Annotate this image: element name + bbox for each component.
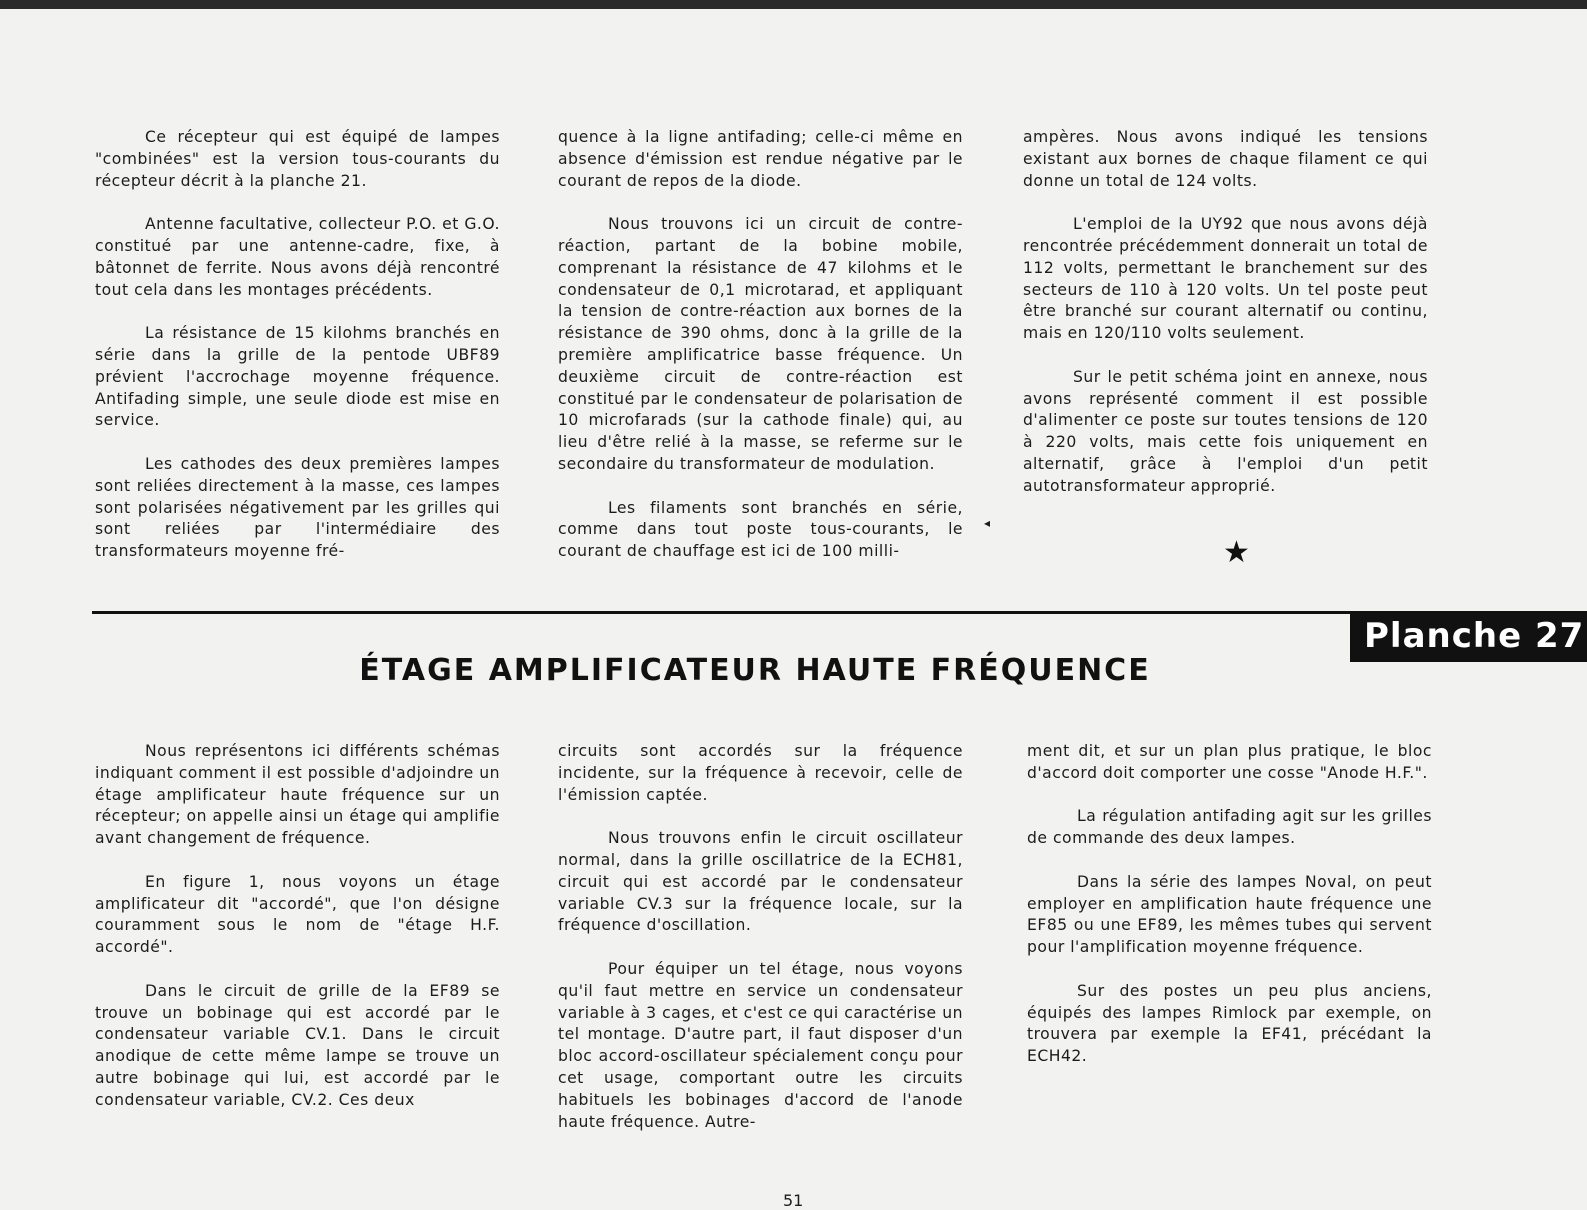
top-column-2 xyxy=(558,127,963,563)
paragraph: Sur le petit schéma joint en annexe, nous avons représenté comment il est possible d'alimenter ce poste sur toutes tensions de 120 à 220 volts, mais cette fois uniquement en alternatif, grâce à l'emploi d'un petit autotransformateur approprié. xyxy=(1023,367,1428,495)
paragraph: ampères. Nous avons indiqué les tensions existant aux bornes de chaque filament ce qui donne un total de 124 volts. xyxy=(1023,128,1428,190)
paragraph: Les cathodes des deux premières lampes sont reliées directement à la masse, ces lampes sont polarisées négativement par les grilles qui sont reliées par l'intermédiaire des transformateurs moyenne fré- xyxy=(95,454,500,561)
paragraph: L'emploi de la UY92 que nous avons déjà rencontrée précédemment donnerait un total de 112 volts, permettant le branchement sur des secteurs de 110 à 120 volts. Un tel poste peut être branché sur courant alternatif ou continu, mais en 120/110 volts seulement. xyxy=(1023,215,1428,343)
paragraph: ment dit, et sur un plan plus pratique, le bloc d'accord doit comporter une cosse "Anode H.F.". xyxy=(1027,742,1432,782)
paragraph: quence à la ligne antifading; celle-ci même en absence d'émission est rendue négative par le courant de repos de la diode. xyxy=(558,128,963,190)
paragraph: circuits sont accordés sur la fréquence incidente, sur la fréquence à recevoir, celle de l'émission captée. xyxy=(558,742,963,804)
bottom-column-3 xyxy=(1027,741,1432,1068)
bottom-column-2 xyxy=(558,741,963,1133)
bottom-column-1 xyxy=(95,741,500,1112)
end-star-icon: ★ xyxy=(1223,535,1250,570)
page-top-edge xyxy=(0,0,1587,9)
section-title: ÉTAGE AMPLIFICATEUR HAUTE FRÉQUENCE xyxy=(359,653,1151,688)
paragraph: Antenne facultative, collecteur P.O. et G.O. constitué par une antenne-cadre, fixe, à bâtonnet de ferrite. Nous avons déjà rencontré tout cela dans les montages précédents. xyxy=(95,215,500,299)
paragraph: La résistance de 15 kilohms branchés en série dans la grille de la pentode UBF89 prévient l'accrochage moyenne fréquence. Antifading simple, une seule diode est mise en service. xyxy=(95,324,500,430)
planche-tag: Planche 27 xyxy=(1350,611,1587,662)
paragraph: La régulation antifading agit sur les grilles de commande des deux lampes. xyxy=(1027,807,1432,848)
paragraph: Dans la série des lampes Noval, on peut employer en amplification haute fréquence une EF85 ou une EF89, les mêmes tubes qui servent pour l'amplification moyenne fréquence. xyxy=(1027,872,1432,957)
paragraph: Nous trouvons ici un circuit de contre-réaction, partant de la bobine mobile, comprenant la résistance de 47 kilohms et le condensateur de 0,1 microtarad, et appliquant la tension de contre-réaction aux bornes de la résistance de 390 ohms, donc à la grille de la première amplificatrice basse fréquence. Un deuxième circuit de contre-réaction est constitué par le condensateur de polarisation de 10 microfarads (sur la cathode finale) qui, au lieu d'être relié à la masse, se referme sur le secondaire du transformateur de modulation. xyxy=(558,215,963,473)
paragraph: Dans le circuit de grille de la EF89 se trouve un bobinage qui est accordé par le condensateur variable CV.1. Dans le circuit anodique de cette même lampe se trouve un autre bobinage qui lui, est accordé par le condensateur variable, CV.2. Ces deux xyxy=(95,981,500,1109)
page-number: 51 xyxy=(783,1191,804,1210)
paragraph: Les filaments sont branchés en série, comme dans tout poste tous-courants, le courant de chauffage est ici de 100 milli- xyxy=(558,498,963,561)
paragraph: Pour équiper un tel étage, nous voyons qu'il faut mettre en service un condensateur variable à 3 cages, et c'est ce qui caractérise un tel montage. D'autre part, il faut disposer d'un bloc accord-oscillateur spécialement conçu pour cet usage, comportant outre les circuits habituels les bobinages d'accord de l'anode haute fréquence. Autre- xyxy=(558,959,963,1131)
section-rule xyxy=(92,611,1350,614)
paragraph: Nous trouvons enfin le circuit oscillateur normal, dans la grille oscillatrice de la ECH81, circuit qui est accordé par le condensateur variable CV.3 sur la fréquence locale, sur la fréquence d'oscillation. xyxy=(558,829,963,935)
paragraph: Nous représentons ici différents schémas indiquant comment il est possible d'adjoindre un étage amplificateur haute fréquence sur un récepteur; on appelle ainsi un étage qui amplifie avant changement de fréquence. xyxy=(95,742,501,848)
paragraph: Ce récepteur qui est équipé de lampes "combinées" est la version tous-courants du récepteur décrit à la planche 21. xyxy=(95,128,500,190)
top-column-1 xyxy=(95,127,500,563)
top-column-3 xyxy=(1023,127,1428,498)
stray-mark: ◂ xyxy=(984,516,991,530)
paragraph: En figure 1, nous voyons un étage amplificateur dit "accordé", que l'on désigne couramment sous le nom de "étage H.F. accordé". xyxy=(95,872,500,957)
paragraph: Sur des postes un peu plus anciens, équipés des lampes Rimlock par exemple, on trouvera par exemple la EF41, précédant la ECH42. xyxy=(1027,981,1432,1066)
